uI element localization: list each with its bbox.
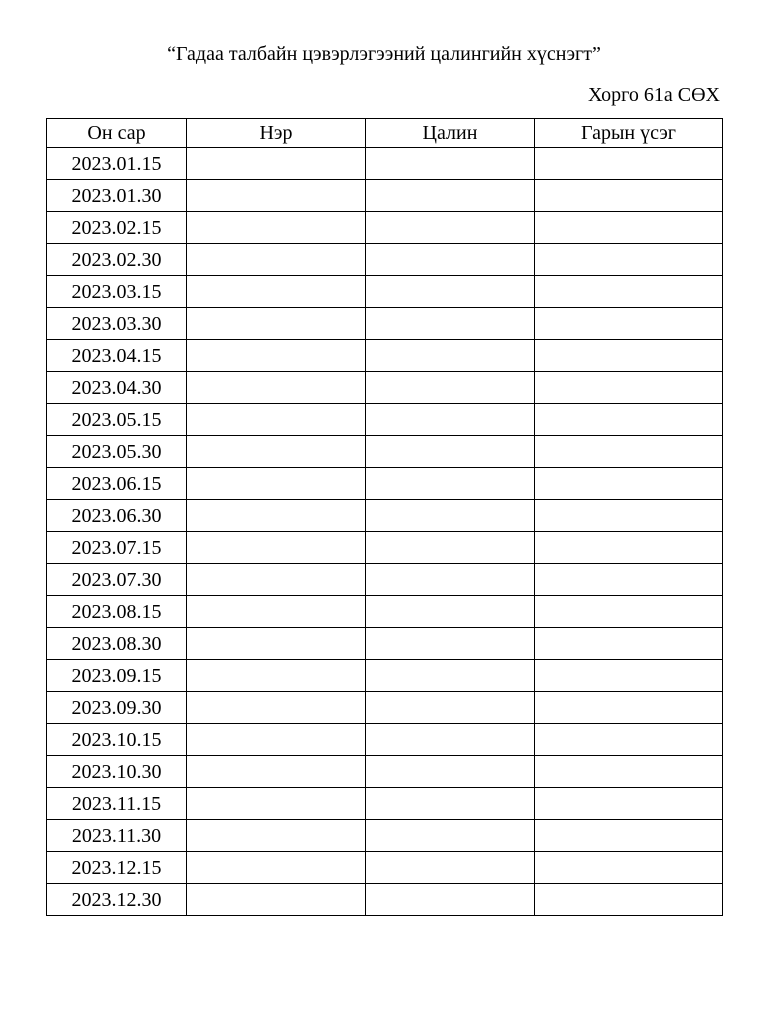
date-cell: 2023.09.30 (47, 692, 187, 724)
name-cell (187, 436, 366, 468)
date-cell: 2023.03.15 (47, 276, 187, 308)
date-cell: 2023.08.30 (47, 628, 187, 660)
table-row (47, 756, 723, 788)
name-cell (187, 180, 366, 212)
signature-cell (535, 340, 723, 372)
table-row (47, 436, 723, 468)
signature-cell (535, 244, 723, 276)
signature-cell (535, 628, 723, 660)
salary-cell (366, 468, 535, 500)
salary-cell (366, 820, 535, 852)
name-cell (187, 468, 366, 500)
signature-cell (535, 404, 723, 436)
salary-cell (366, 564, 535, 596)
name-cell (187, 660, 366, 692)
date-cell: 2023.08.15 (47, 596, 187, 628)
date-cell: 2023.02.30 (47, 244, 187, 276)
date-cell: 2023.01.30 (47, 180, 187, 212)
table-row (47, 276, 723, 308)
date-cell: 2023.09.15 (47, 660, 187, 692)
signature-cell (535, 468, 723, 500)
table-row (47, 180, 723, 212)
salary-cell (366, 244, 535, 276)
table-row (47, 532, 723, 564)
salary-cell (366, 884, 535, 916)
date-cell: 2023.12.15 (47, 852, 187, 884)
date-cell: 2023.02.15 (47, 212, 187, 244)
name-cell (187, 692, 366, 724)
table-row (47, 628, 723, 660)
name-cell (187, 628, 366, 660)
signature-cell (535, 596, 723, 628)
signature-cell (535, 692, 723, 724)
table-row (47, 660, 723, 692)
header-date: Он сар (47, 119, 187, 148)
salary-cell (366, 212, 535, 244)
salary-cell (366, 148, 535, 180)
table-row (47, 340, 723, 372)
table-body (47, 148, 723, 916)
name-cell (187, 404, 366, 436)
date-cell: 2023.06.30 (47, 500, 187, 532)
salary-cell (366, 404, 535, 436)
signature-cell (535, 308, 723, 340)
table-row (47, 404, 723, 436)
salary-cell (366, 180, 535, 212)
table-row (47, 244, 723, 276)
date-cell: 2023.07.30 (47, 564, 187, 596)
name-cell (187, 820, 366, 852)
salary-cell (366, 724, 535, 756)
salary-cell (366, 340, 535, 372)
signature-cell (535, 724, 723, 756)
salary-cell (366, 308, 535, 340)
table-row (47, 148, 723, 180)
salary-cell (366, 276, 535, 308)
name-cell (187, 212, 366, 244)
table-row (47, 820, 723, 852)
name-cell (187, 276, 366, 308)
date-cell: 2023.04.15 (47, 340, 187, 372)
signature-cell (535, 564, 723, 596)
name-cell (187, 148, 366, 180)
salary-cell (366, 788, 535, 820)
name-cell (187, 244, 366, 276)
date-cell: 2023.05.30 (47, 436, 187, 468)
header-salary: Цалин (366, 119, 535, 148)
signature-cell (535, 852, 723, 884)
signature-cell (535, 500, 723, 532)
table-row (47, 372, 723, 404)
date-cell: 2023.06.15 (47, 468, 187, 500)
header-name: Нэр (187, 119, 366, 148)
table-row (47, 724, 723, 756)
name-cell (187, 500, 366, 532)
date-cell: 2023.01.15 (47, 148, 187, 180)
signature-cell (535, 276, 723, 308)
signature-cell (535, 436, 723, 468)
salary-cell (366, 852, 535, 884)
signature-cell (535, 148, 723, 180)
name-cell (187, 756, 366, 788)
signature-cell (535, 820, 723, 852)
salary-cell (366, 756, 535, 788)
date-cell: 2023.04.30 (47, 372, 187, 404)
signature-cell (535, 180, 723, 212)
salary-cell (366, 532, 535, 564)
name-cell (187, 564, 366, 596)
table-row (47, 596, 723, 628)
date-cell: 2023.12.30 (47, 884, 187, 916)
salary-cell (366, 596, 535, 628)
table-row (47, 788, 723, 820)
date-cell: 2023.10.30 (47, 756, 187, 788)
signature-cell (535, 788, 723, 820)
document-title: “Гадаа талбайн цэвэрлэгээний цалингийн хүснэгт” (167, 43, 601, 65)
date-cell: 2023.07.15 (47, 532, 187, 564)
salary-cell (366, 660, 535, 692)
salary-cell (366, 500, 535, 532)
signature-cell (535, 372, 723, 404)
table-header-row (47, 119, 723, 148)
date-cell: 2023.11.30 (47, 820, 187, 852)
table-row (47, 692, 723, 724)
name-cell (187, 596, 366, 628)
signature-cell (535, 212, 723, 244)
table-row (47, 500, 723, 532)
signature-cell (535, 884, 723, 916)
table-row (47, 308, 723, 340)
table-row (47, 564, 723, 596)
salary-cell (366, 372, 535, 404)
signature-cell (535, 756, 723, 788)
signature-cell (535, 660, 723, 692)
document-subtitle: Хорго 61а СӨХ (588, 84, 720, 106)
salary-cell (366, 628, 535, 660)
date-cell: 2023.10.15 (47, 724, 187, 756)
salary-table (46, 118, 723, 916)
date-cell: 2023.11.15 (47, 788, 187, 820)
name-cell (187, 308, 366, 340)
table-row (47, 852, 723, 884)
date-cell: 2023.03.30 (47, 308, 187, 340)
table-row (47, 212, 723, 244)
signature-cell (535, 532, 723, 564)
name-cell (187, 532, 366, 564)
name-cell (187, 788, 366, 820)
table-row (47, 884, 723, 916)
salary-cell (366, 692, 535, 724)
header-signature: Гарын үсэг (535, 119, 723, 148)
name-cell (187, 724, 366, 756)
table-row (47, 468, 723, 500)
name-cell (187, 340, 366, 372)
salary-cell (366, 436, 535, 468)
name-cell (187, 852, 366, 884)
date-cell: 2023.05.15 (47, 404, 187, 436)
name-cell (187, 884, 366, 916)
name-cell (187, 372, 366, 404)
